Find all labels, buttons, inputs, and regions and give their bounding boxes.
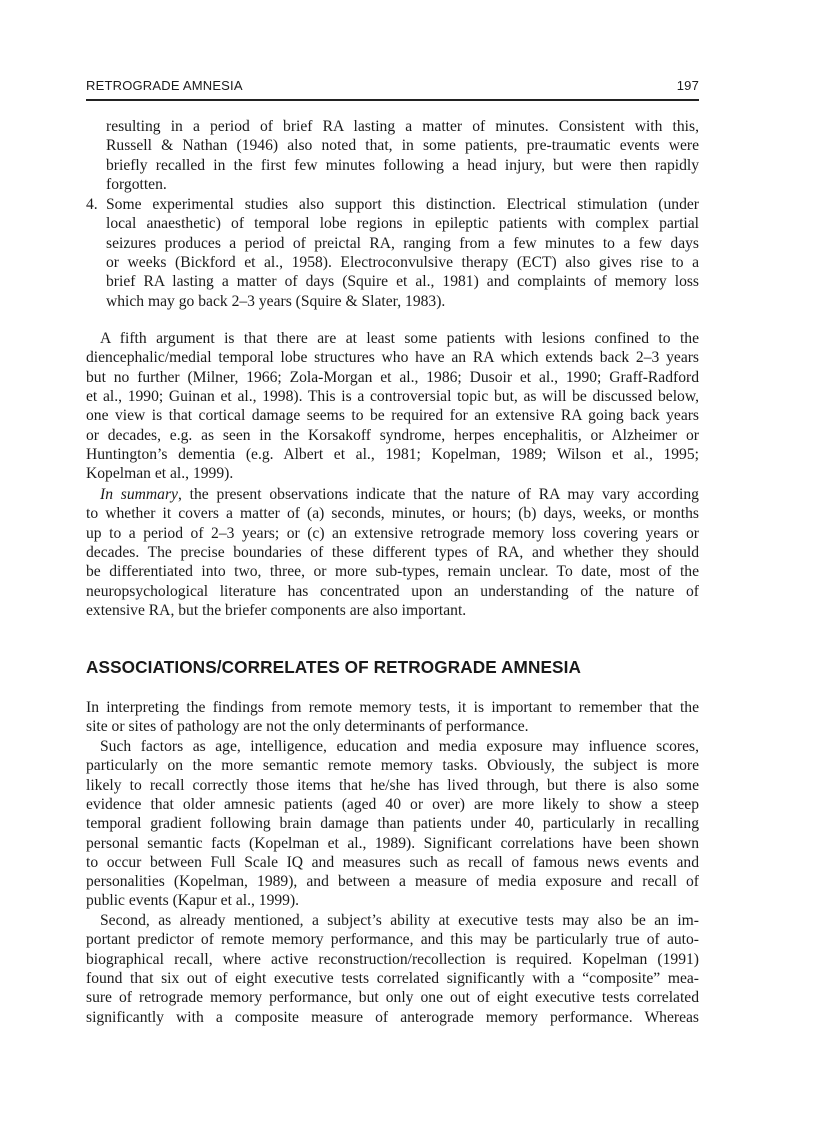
text-line: Some experimental studies also support this distinction. Electrical stimulation (under	[106, 196, 699, 213]
text-line: et al., 1990; Guinan et al., 1998). This is a controversial topic but, as will be discussed below,	[86, 388, 699, 405]
text-line: found that six out of eight executive tests correlated significantly with a “composite” mea-	[86, 970, 699, 987]
text-line: neuropsychological literature has concentrated upon an understanding of the nature of	[86, 583, 699, 600]
text-line: to whether it covers a matter of (a) seconds, minutes, or hours; (b) days, weeks, or months	[86, 505, 699, 522]
text-line: biographical recall, where active reconstruction/recollection is required. Kopelman (1991)	[86, 951, 699, 968]
text-line: Russell & Nathan (1946) also noted that, in some patients, pre-traumatic events were	[106, 137, 699, 154]
text-line: site or sites of pathology are not the only determinants of performance.	[86, 718, 529, 735]
running-head	[86, 76, 699, 96]
text-line: significantly with a composite measure of anterograde memory performance. Whereas	[86, 1009, 699, 1026]
text-line: decades. The precise boundaries of these different types of RA, and whether they should	[86, 544, 699, 561]
text-line: or decades, e.g. as seen in the Korsakoff syndrome, herpes encephalitis, or Alzheimer or	[86, 427, 699, 444]
text-line: brief RA lasting a matter of days (Squire et al., 1981) and complaints of memory loss	[106, 273, 699, 290]
header-rule	[86, 99, 699, 101]
text-line: Second, as already mentioned, a subject’s ability at executive tests may also be an im-	[100, 912, 699, 929]
italic-lead: In summary	[100, 486, 178, 503]
text-line: Kopelman et al., 1999).	[86, 465, 234, 482]
text-line: portant predictor of remote memory performance, and this may be particularly true of auto-	[86, 931, 699, 948]
text-line: local anaesthetic) of temporal lobe regions in epileptic patients with complex partial	[106, 215, 699, 232]
list-number: 4.	[86, 196, 98, 213]
text-line: likely to recall correctly those items that he/she has lived through, but there is also some	[86, 777, 699, 794]
text-line: or weeks (Bickford et al., 1958). Electroconvulsive therapy (ECT) also gives rise to a	[106, 254, 699, 271]
text-line: In interpreting the findings from remote memory tests, it is important to remember that the	[86, 699, 699, 716]
text-line: up to a period of 2–3 years; or (c) an extensive retrograde memory loss covering years or	[86, 525, 699, 542]
text-line: personal semantic facts (Kopelman et al., 1989). Significant correlations have been shown	[86, 835, 699, 852]
text-line: Such factors as age, intelligence, education and media exposure may influence scores,	[100, 738, 699, 755]
text-line: briefly recalled in the first few minutes following a head injury, but were then rapidly	[106, 157, 699, 174]
text-line: but no further (Milner, 1966; Zola-Morgan et al., 1986; Dusoir et al., 1990; Graff-Radford	[86, 369, 699, 386]
text-line: evidence that older amnesic patients (aged 40 or over) are more likely to show a steep	[86, 796, 699, 813]
text-line: temporal gradient following brain damage than patients under 40, particularly in recalling	[86, 815, 699, 832]
text-line: to occur between Full Scale IQ and measures such as recall of famous news events and	[86, 854, 699, 871]
page-number: 197	[676, 78, 699, 93]
text-line: resulting in a period of brief RA lasting a matter of minutes. Consistent with this,	[106, 118, 699, 135]
running-head-title: RETROGRADE AMNESIA	[86, 78, 243, 93]
text-line: personalities (Kopelman, 1989), and between a measure of media exposure and recall of	[86, 873, 699, 890]
text-line: seizures produces a period of preictal RA, ranging from a few minutes to a few days	[106, 235, 699, 252]
text-line: forgotten.	[106, 176, 167, 193]
text-line: extensive RA, but the briefer components are also important.	[86, 602, 467, 619]
section-heading: ASSOCIATIONS/CORRELATES OF RETROGRADE AMNESIA	[86, 657, 581, 677]
text-line: A fifth argument is that there are at least some patients with lesions confined to the	[100, 330, 699, 347]
text-line: one view is that cortical damage seems to be required for an extensive RA going back years	[86, 407, 699, 424]
text-line: Huntington’s dementia (e.g. Albert et al., 1981; Kopelman, 1989; Wilson et al., 1995;	[86, 446, 699, 463]
text-line: In summary, the present observations indicate that the nature of RA may vary according	[100, 486, 699, 503]
text-line: public events (Kapur et al., 1999).	[86, 892, 300, 909]
text-line: which may go back 2–3 years (Squire & Slater, 1983).	[106, 293, 446, 310]
text-line: diencephalic/medial temporal lobe structures who have an RA which extends back 2–3 years	[86, 349, 699, 366]
text-line: particularly on the more semantic remote memory tasks. Obviously, the subject is more	[86, 757, 699, 774]
text-line: sure of retrograde memory performance, but only one out of eight executive tests correlated	[86, 989, 699, 1006]
text-line: be differentiated into two, three, or more sub-types, remain unclear. To date, most of the	[86, 563, 699, 580]
